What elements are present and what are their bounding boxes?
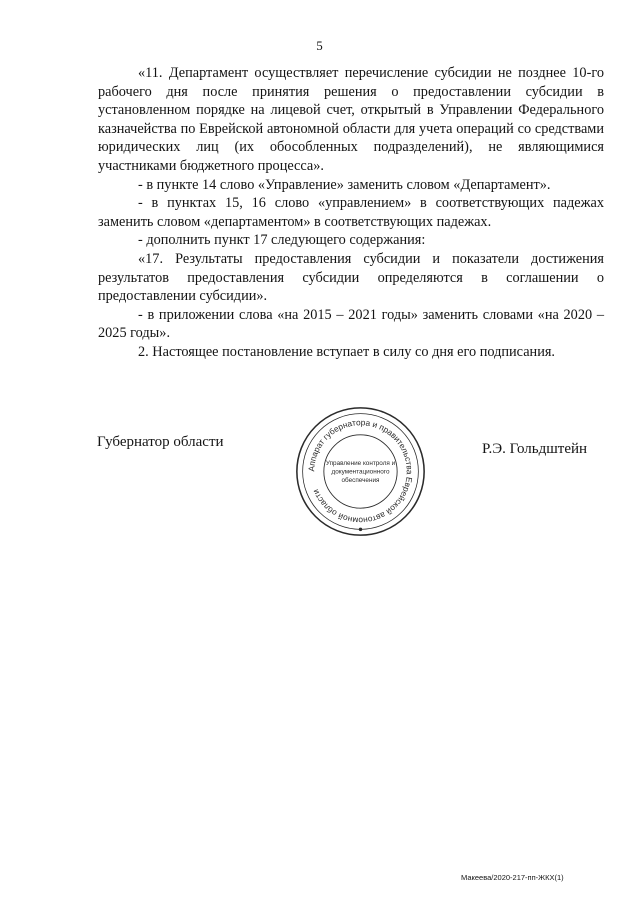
seal-inner-line-2: документационного xyxy=(331,468,390,476)
official-seal xyxy=(293,404,428,539)
paragraph-item-14: - в пункте 14 слово «Управление» заменить словом «Департамент». xyxy=(138,176,551,193)
seal-outer-text: Аппарат губернатора и правительства Еврейской автономной области xyxy=(306,417,415,526)
paragraph-appendix: - в приложении слова «на 2015 – 2021 годы» заменить словами «на 2020 – 2025 годы». xyxy=(98,306,604,342)
signature-block xyxy=(0,417,639,544)
paragraph-effective-date: 2. Настоящее постановление вступает в силу со дня его подписания. xyxy=(138,343,555,360)
seal-inner-line-3: обеспечения xyxy=(341,477,380,485)
paragraph-item-11: «11. Департамент осуществляет перечисление субсидии не позднее 10-го рабочего дня после принятия решения о предоставлении субсидии в установленном порядке на лицевой счет, открытый в Управлении Федерального казначейства по Еврейской автономной области для учета операций со средствами юридических лиц (их обособленных подразделений), не являющимися участниками бюджетного процесса». xyxy=(98,65,604,174)
signer-title: Губернатор области xyxy=(97,434,224,450)
signer-name: Р.Э. Гольдштейн xyxy=(482,441,588,457)
paragraph-item-17: «17. Результаты предоставления субсидии и показатели достижения результатов предоставления субсидии определяются в соглашении о предоставлении субсидии». xyxy=(98,250,604,305)
document-body xyxy=(98,64,604,362)
seal-dot-icon xyxy=(359,528,362,531)
seal-inner-line-1: Управление контроля и xyxy=(325,459,396,467)
paragraph-add-item-17: - дополнить пункт 17 следующего содержания: xyxy=(138,232,426,249)
footer-reference: Макеева/2020-217-пп-ЖКХ(1) xyxy=(461,873,564,882)
page-number: 5 xyxy=(316,38,323,53)
paragraph-items-15-16: - в пунктах 15, 16 слово «управлением» в соответствующих падежах заменить словом «департаментом» в соответствующих падежах. xyxy=(98,195,604,230)
